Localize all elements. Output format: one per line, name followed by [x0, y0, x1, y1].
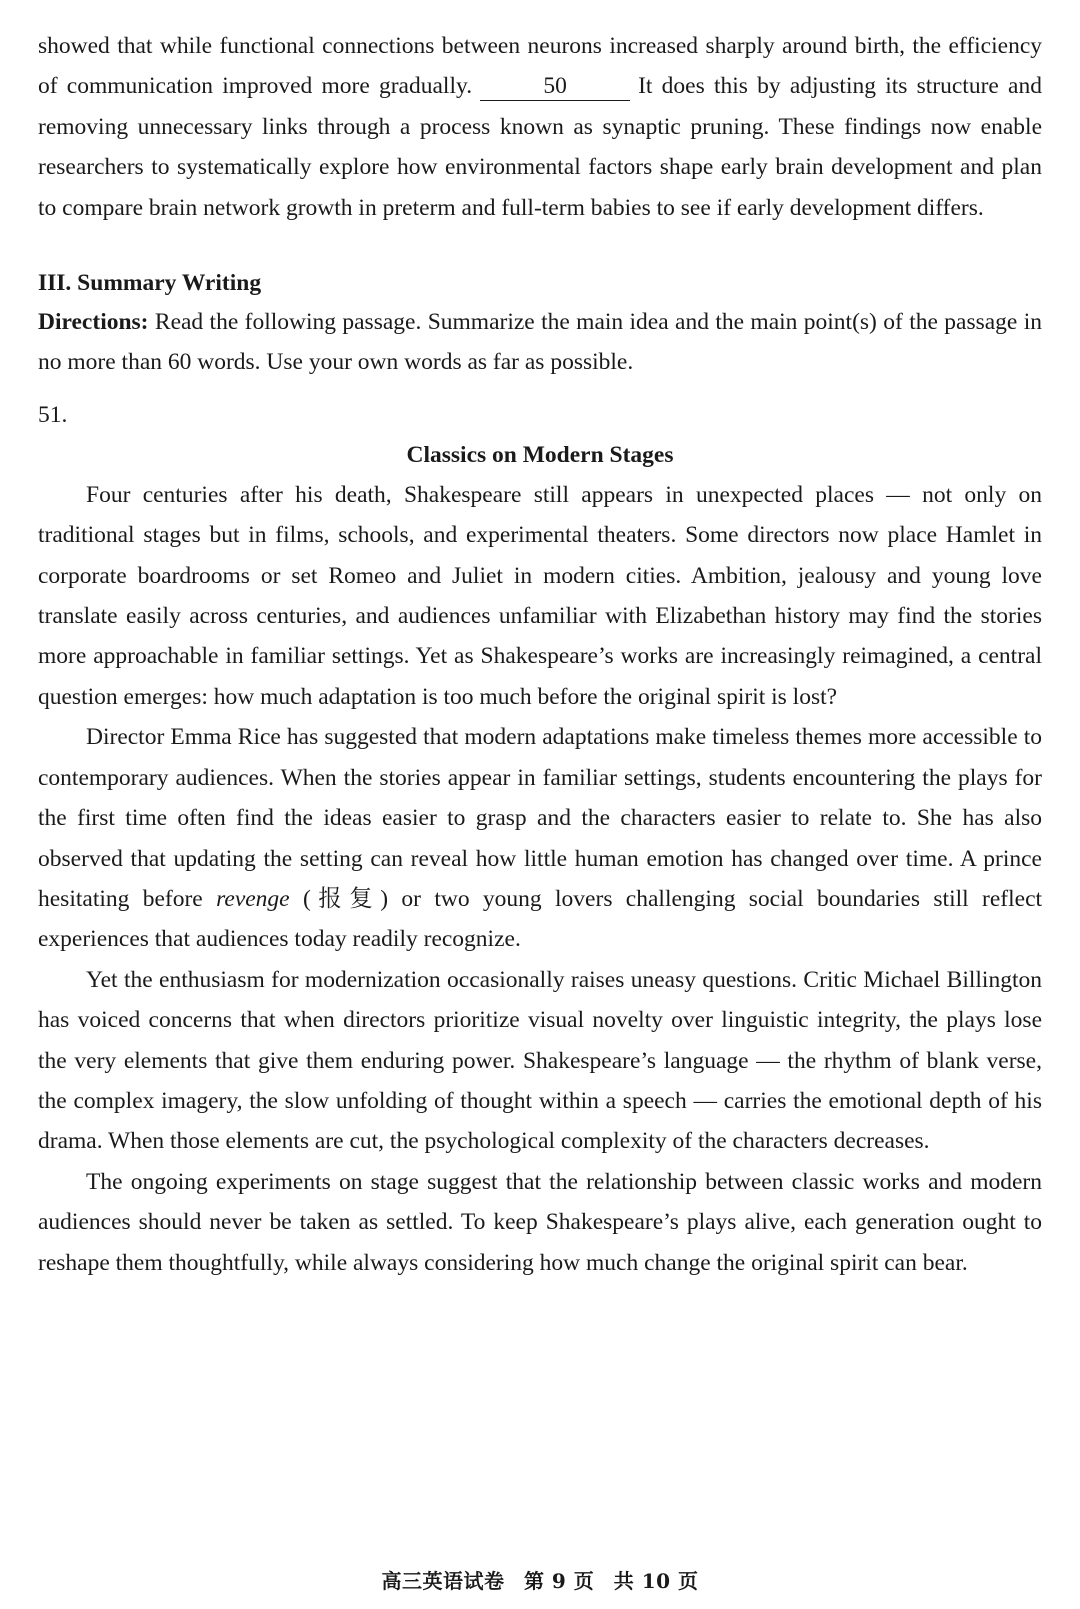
exam-page — [38, 26, 1042, 1283]
article-paragraph-1: Four centuries after his death, Shakespeare still appears in unexpected places — not only on traditional stages but in films, schools, and experimental theaters. Some directors now place Hamlet in corporate boardrooms or set Romeo and Juliet in modern cities. Ambition, jealousy and young love translate easily across centuries, and audiences unfamiliar with Elizabethan history may find the stories more approachable in familiar settings. Yet as Shakespeare’s works are increasingly reimagined, a central question emerges: how much adaptation is too much before the original spirit is lost? — [38, 481, 1042, 710]
passage-text-after-blank: It does this by adjusting its structure and removing unnecessary links through a process known as synaptic pruning. These findings now enable researchers to systematically explore how environmental factors shape early brain development and plan to compare brain network growth in preterm and full-term babies to see if early development differs. — [38, 73, 1042, 221]
directions-text: Read the following passage. Summarize the main idea and the main point(s) of the passage in no more than 60 words. Use your own words as far as possible. — [38, 309, 1043, 376]
article-paragraph-2 — [38, 717, 1042, 959]
paragraph-2-text-before: Director Emma Rice has suggested that modern adaptations make timeless themes more accessible to contemporary audiences. When the stories appear in familiar settings, students encountering the plays for the first time often find the ideas easier to grasp and the characters easier to relate to. She has also observed that updating the setting can reveal how little human emotion has changed over time. A prince hesitating before — [38, 724, 1042, 912]
directions-paragraph — [38, 302, 1042, 383]
footer-exam-title: 高三英语试卷 — [381, 1569, 505, 1593]
passage-text-before-blank: showed that while functional connections between neurons increased sharply around birth, the efficiency of communication improved more gradually. — [38, 33, 1042, 100]
article-paragraph-3: Yet the enthusiasm for modernization occasionally raises uneasy questions. Critic Michael Billington has voiced concerns that when directors prioritize visual novelty over linguistic integrity, the plays lose the very elements that give them enduring power. Shakespeare’s language — the rhythm of blank verse, the complex imagery, the slow unfolding of thought within a speech — carries the emotional depth of his drama. When those elements are cut, the psychological complexity of the characters decreases. — [38, 966, 1042, 1155]
section-heading: III. Summary Writing — [38, 270, 262, 297]
footer-page-number: 第 9 页 — [523, 1569, 595, 1593]
passage-tail-paragraph — [38, 26, 1042, 228]
question-number: 51. — [38, 401, 68, 428]
footer-total-pages: 共 10 页 — [613, 1569, 699, 1593]
article-title: Classics on Modern Stages — [406, 441, 674, 468]
page-footer — [0, 1566, 1080, 1596]
article-paragraph-4: The ongoing experiments on stage suggest that the relationship between classic works and modern audiences should never be taken as settled. To keep Shakespeare’s plays alive, each generation ought to reshape them thoughtfully, while always considering how much change the original spirit can bear. — [38, 1168, 1042, 1276]
paragraph-2-text-after: or two young lovers challenging social boundaries still reflect experiences that audiences today readily recognize. — [38, 885, 1043, 953]
directions-label: Directions: — [38, 309, 149, 336]
vocab-word-revenge: revenge — [216, 885, 290, 912]
vocab-gloss: (报复) — [302, 885, 389, 912]
answer-blank-50[interactable]: 50 — [480, 72, 630, 101]
